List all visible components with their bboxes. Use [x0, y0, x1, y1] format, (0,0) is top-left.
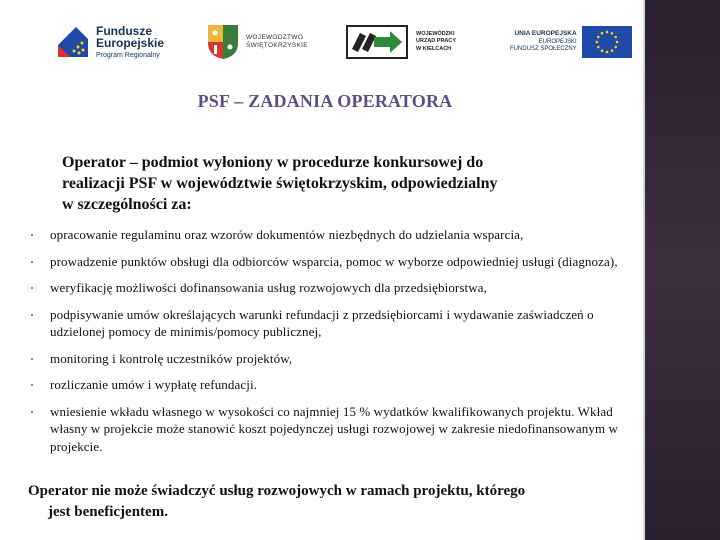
closing-line1: Operator nie może świadczyć usług rozwojowych w ramach projektu, którego: [28, 483, 526, 499]
list-item: wniesienie wkładu własnego w wysokości co najmniej 15 % wydatków kwalifikowanych projektu. Wkład własny w projekcie może stanowić koszt pojedynczej usługi rozwojowej w zakresie niedofinansowanym w projekcie.: [28, 403, 628, 456]
wup-line2: URZĄD PRACY: [416, 38, 457, 45]
fundusze-europejskie-icon: [56, 25, 90, 59]
closing-statement: [28, 481, 638, 523]
bullet-icon: [31, 411, 33, 413]
bullet-icon: [31, 287, 33, 289]
intro-line2: realizacji PSF w województwie świętokrzyskim, odpowiedzialny: [62, 175, 498, 192]
fundusze-europejskie-logo: [56, 14, 196, 70]
list-item: podpisywanie umów określających warunki refundacji z przedsiębiorcami i wydawanie zaświadczeń o udzielonej pomocy de minimis/pomocy publicznej,: [28, 306, 628, 341]
closing-line2: jest beneficjentem.: [48, 504, 168, 520]
coat-of-arms-icon: [206, 23, 240, 61]
list-item: rozliczanie umów i wypłatę refundacji.: [28, 376, 628, 394]
list-item: weryfikację możliwości dofinansowania usług rozwojowych dla przedsiębiorstwa,: [28, 279, 628, 297]
sw-line2: ŚWIĘTOKRZYSKIE: [246, 42, 308, 49]
wojewodztwo-swietokrzyskie-logo: [206, 14, 316, 70]
fe-line2: Europejskie: [96, 36, 165, 51]
bullet-icon: [31, 261, 33, 263]
task-list: [28, 226, 628, 464]
eu-flag-icon: [582, 26, 632, 58]
intro-paragraph: [30, 152, 630, 215]
wup-arrow-icon: [346, 25, 408, 59]
fe-line1: Fundusze: [96, 23, 152, 38]
decorative-side-strip: [643, 0, 720, 540]
bullet-icon: [31, 314, 33, 316]
intro-line3: w szczególności za:: [62, 196, 192, 213]
intro-line1: Operator – podmiot wyłoniony w procedurze konkursowej do: [62, 154, 484, 171]
sw-line1: WOJEWÓDZTWO: [246, 34, 304, 42]
slide-title: PSF – ZADANIA OPERATORA: [197, 91, 453, 111]
wup-line1: WOJEWÓDZKI: [416, 31, 455, 38]
ue-line3: FUNDUSZ SPOŁECZNY: [510, 46, 577, 53]
wup-line3: W KIELCACH: [416, 45, 452, 52]
logo-bar: [50, 14, 640, 70]
list-item: monitoring i kontrolę uczestników projektów,: [28, 350, 628, 368]
unia-europejska-logo: [510, 14, 638, 70]
ue-line1: UNIA EUROPEJSKA: [514, 30, 577, 38]
fe-line3: Program Regionalny: [96, 51, 160, 59]
list-item: opracowanie regulaminu oraz wzorów dokumentów niezbędnych do udzielania wsparcia,: [28, 226, 628, 244]
list-item: prowadzenie punktów obsługi dla odbiorców wsparcia, pomoc w wyborze odpowiedniej usługi (diagnoza),: [28, 253, 628, 271]
bullet-icon: [31, 358, 33, 360]
ue-line2: EUROPEJSKI: [538, 38, 577, 45]
bullet-icon: [31, 234, 33, 236]
bullet-icon: [31, 384, 33, 386]
wup-kielce-logo: [346, 14, 496, 70]
